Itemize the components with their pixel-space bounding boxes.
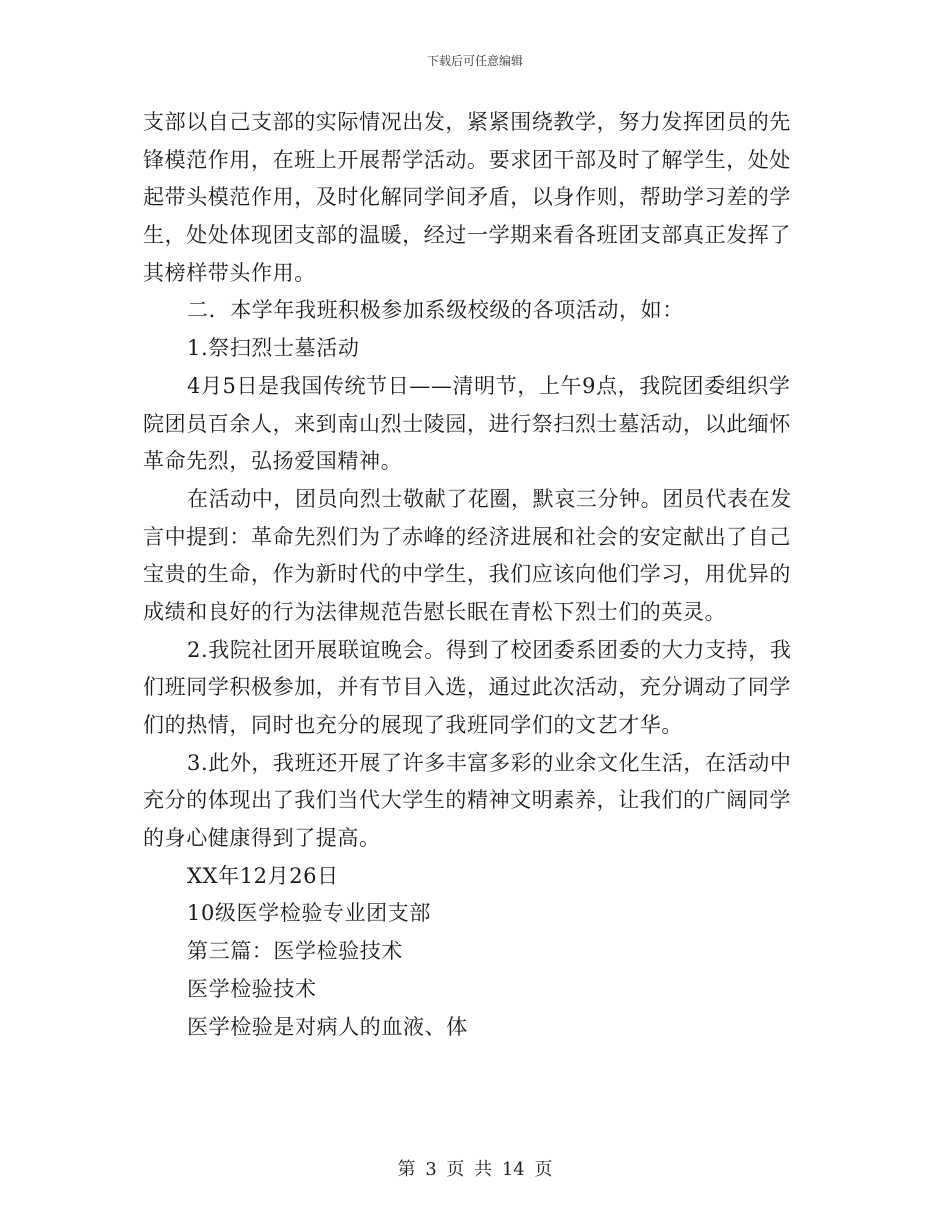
paragraph-line: 起带头模范作用，及时化解同学间矛盾，以身作则，帮助学习差的学: [143, 185, 791, 210]
paragraph-line: 锋模范作用，在班上开展帮学活动。要求团干部及时了解学生，处处: [143, 147, 791, 172]
paragraph-line: 的身心健康得到了提高。: [143, 826, 381, 851]
paragraph-line: 言中提到：革命先烈们为了赤峰的经济进展和社会的安定献出了自己: [143, 524, 791, 549]
paragraph-line: 宝贵的生命，作为新时代的中学生，我们应该向他们学习，用优异的: [143, 562, 791, 587]
paragraph-line: 革命先烈，弘扬爱国精神。: [143, 449, 403, 474]
activity-heading: 1.祭扫烈士墓活动: [187, 336, 360, 361]
paragraph-line: 支部以自己支部的实际情况出发，紧紧围绕教学，努力发挥团员的先: [143, 110, 791, 134]
paragraph-line: 4月5日是我国传统节日——清明节，上午9点，我院团委组织学: [187, 373, 791, 398]
paragraph-line: 生，处处体现团支部的温暖，经过一学期来看各班团支部真正发挥了: [143, 223, 791, 248]
paragraph-line: 3.此外，我班还开展了许多丰富多彩的业余文化生活，在活动中: [187, 750, 792, 775]
paragraph-line: 其榜样带头作用。: [143, 260, 316, 285]
paragraph-line: 2.我院社团开展联谊晚会。得到了校团委系团委的大力支持，我: [187, 637, 792, 662]
date-line: XX年12月26日: [187, 863, 339, 888]
paragraph-line: 充分的体现出了我们当代大学生的精神文明素养，让我们的广阔同学: [143, 788, 791, 813]
signature-line: 10级医学检验专业团支部: [187, 901, 431, 926]
paragraph-line: 成绩和良好的行为法律规范告慰长眠在青松下烈士们的英灵。: [143, 599, 727, 624]
page-number: 第 3 页 共 14 页: [397, 1159, 553, 1180]
body-text: [143, 104, 807, 1046]
paragraph-line: 在活动中，团员向烈士敬献了花圈，默哀三分钟。团员代表在发: [187, 486, 792, 511]
paragraph-line: 医学检验是对病人的血液、体: [187, 1014, 468, 1039]
chapter-title: 医学检验技术: [187, 976, 317, 1001]
chapter-heading: 第三篇：医学检验技术: [187, 939, 403, 964]
paragraph-line: 们的热情，同时也充分的展现了我班同学们的文艺才华。: [143, 713, 683, 737]
header-note: 下载后可任意编辑: [426, 54, 523, 68]
section-heading: 二．本学年我班积极参加系级校级的各项活动，如：: [187, 298, 684, 323]
paragraph-line: 院团员百余人，来到南山烈士陵园，进行祭扫烈士墓活动，以此缅怀: [143, 411, 791, 436]
paragraph-line: 们班同学积极参加，并有节目入选，通过此次活动，充分调动了同学: [143, 675, 791, 700]
